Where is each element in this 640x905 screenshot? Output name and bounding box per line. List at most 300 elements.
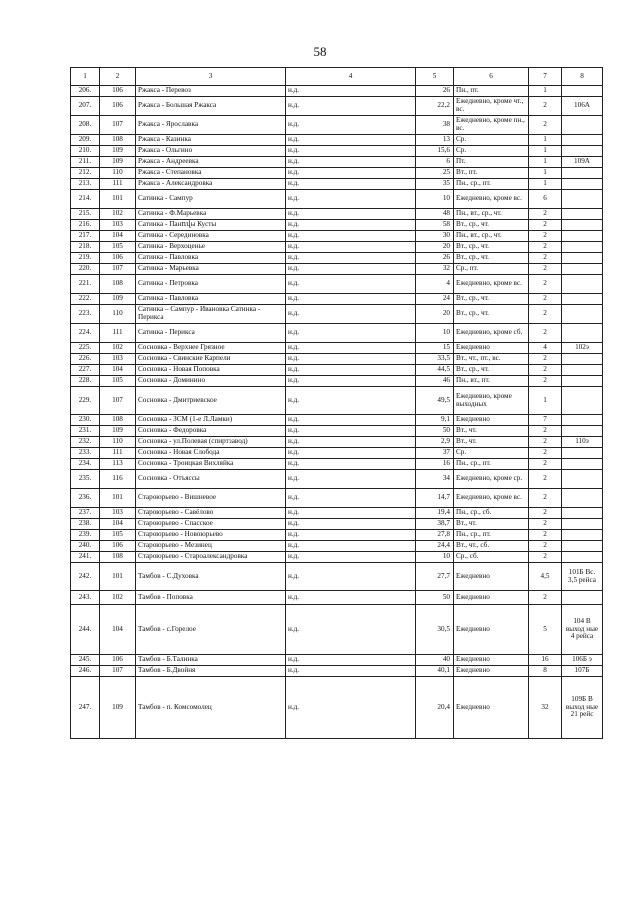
- trip-count: 32: [529, 677, 562, 739]
- col4-value: н.д.: [286, 365, 416, 376]
- route-name: Ржакса - Степановка: [136, 168, 286, 179]
- schedule-days: Ежедневно: [454, 655, 529, 666]
- trip-count: 2: [529, 508, 562, 519]
- note: [562, 209, 603, 220]
- row-number: 234.: [71, 459, 100, 470]
- col4-value: н.д.: [286, 294, 416, 305]
- distance: 27,7: [416, 563, 454, 591]
- distance: 26: [416, 86, 454, 97]
- table-row: [71, 179, 603, 190]
- note: [562, 231, 603, 242]
- table-row: [71, 157, 603, 168]
- col4-value: н.д.: [286, 324, 416, 343]
- note: [562, 305, 603, 324]
- distance: 4: [416, 275, 454, 294]
- trip-count: 8: [529, 666, 562, 677]
- distance: 30,5: [416, 605, 454, 655]
- note: [562, 448, 603, 459]
- col-header: 7: [529, 68, 562, 86]
- distance: 48: [416, 209, 454, 220]
- col4-value: н.д.: [286, 157, 416, 168]
- distance: 38: [416, 116, 454, 135]
- col4-value: н.д.: [286, 264, 416, 275]
- distance: 37: [416, 448, 454, 459]
- schedule-days: Пн., вт., пт.: [454, 376, 529, 387]
- trip-count: 2: [529, 541, 562, 552]
- row-number: 206.: [71, 86, 100, 97]
- table-row: [71, 541, 603, 552]
- col4-value: н.д.: [286, 86, 416, 97]
- row-number: 235.: [71, 470, 100, 489]
- trip-count: 2: [529, 459, 562, 470]
- col4-value: н.д.: [286, 489, 416, 508]
- route-name: Староюрьево - Новоюрьево: [136, 530, 286, 541]
- route-number: 108: [100, 552, 136, 563]
- route-name: Ржакса - Ольгино: [136, 146, 286, 157]
- note: [562, 190, 603, 209]
- trip-count: 2: [529, 470, 562, 489]
- route-number: 106: [100, 86, 136, 97]
- note: [562, 365, 603, 376]
- route-name: Староюрьево - Мезинец: [136, 541, 286, 552]
- col4-value: н.д.: [286, 275, 416, 294]
- distance: 33,5: [416, 354, 454, 365]
- route-name: Тамбов - с.Горелое: [136, 605, 286, 655]
- route-number: 109: [100, 677, 136, 739]
- trip-count: 2: [529, 552, 562, 563]
- table-row: [71, 508, 603, 519]
- route-number: 101: [100, 190, 136, 209]
- route-number: 106: [100, 97, 136, 116]
- row-number: 247.: [71, 677, 100, 739]
- row-number: 210.: [71, 146, 100, 157]
- distance: 49,5: [416, 387, 454, 415]
- table-row: [71, 253, 603, 264]
- schedule-days: Вт., ср., чт.: [454, 365, 529, 376]
- trip-count: 1: [529, 146, 562, 157]
- table-row: [71, 146, 603, 157]
- route-number: 109: [100, 157, 136, 168]
- row-number: 238.: [71, 519, 100, 530]
- table-row: [71, 135, 603, 146]
- row-number: 218.: [71, 242, 100, 253]
- col4-value: н.д.: [286, 242, 416, 253]
- note: [562, 541, 603, 552]
- row-number: 224.: [71, 324, 100, 343]
- trip-count: 2: [529, 275, 562, 294]
- route-number: 110: [100, 437, 136, 448]
- trip-count: 2: [529, 231, 562, 242]
- trip-count: 2: [529, 116, 562, 135]
- trip-count: 2: [529, 220, 562, 231]
- trip-count: 1: [529, 387, 562, 415]
- col4-value: н.д.: [286, 415, 416, 426]
- schedule-days: Вт., чт.: [454, 426, 529, 437]
- col4-value: н.д.: [286, 437, 416, 448]
- route-name: Тамбов - Поповка: [136, 591, 286, 605]
- trip-count: 2: [529, 305, 562, 324]
- table-row: [71, 116, 603, 135]
- note: [562, 168, 603, 179]
- note: [562, 294, 603, 305]
- route-number: 109: [100, 294, 136, 305]
- schedule-days: Ежедневно: [454, 605, 529, 655]
- col4-value: н.д.: [286, 253, 416, 264]
- route-name: Сатинка - Ф.Марьевка: [136, 209, 286, 220]
- table-row: [71, 220, 603, 231]
- col4-value: н.д.: [286, 179, 416, 190]
- table-row: [71, 605, 603, 655]
- trip-count: 16: [529, 655, 562, 666]
- col4-value: н.д.: [286, 591, 416, 605]
- col-header: 6: [454, 68, 529, 86]
- col4-value: н.д.: [286, 563, 416, 591]
- table-row: [71, 437, 603, 448]
- trip-count: 2: [529, 437, 562, 448]
- table-row: [71, 209, 603, 220]
- trip-count: 4,5: [529, 563, 562, 591]
- route-name: Сосновка - ЗСМ (1-е Л.Ламки): [136, 415, 286, 426]
- schedule-days: Ежедневно: [454, 666, 529, 677]
- row-number: 246.: [71, 666, 100, 677]
- schedule-days: Ежедневно: [454, 343, 529, 354]
- row-number: 232.: [71, 437, 100, 448]
- col4-value: н.д.: [286, 448, 416, 459]
- route-name: Сосновка - Троицкая Вихляйка: [136, 459, 286, 470]
- note: [562, 86, 603, 97]
- trip-count: 1: [529, 86, 562, 97]
- col-header: 8: [562, 68, 603, 86]
- route-number: 110: [100, 305, 136, 324]
- schedule-days: Вт., ср., чт.: [454, 294, 529, 305]
- note: [562, 387, 603, 415]
- route-name: Староюрьево - Савёлово: [136, 508, 286, 519]
- trip-count: 2: [529, 242, 562, 253]
- row-number: 207.: [71, 97, 100, 116]
- row-number: 217.: [71, 231, 100, 242]
- route-name: Сосновка - Верхнее Грязное: [136, 343, 286, 354]
- distance: 25: [416, 168, 454, 179]
- distance: 22,2: [416, 97, 454, 116]
- route-name: Сатинка - Верхоценье: [136, 242, 286, 253]
- schedule-days: Ежедневно, кроме чт., вс.: [454, 97, 529, 116]
- note: 102э: [562, 343, 603, 354]
- distance: 34: [416, 470, 454, 489]
- route-number: 107: [100, 387, 136, 415]
- col4-value: н.д.: [286, 677, 416, 739]
- table-row: [71, 448, 603, 459]
- note: [562, 519, 603, 530]
- distance: 32: [416, 264, 454, 275]
- route-name: Ржакса - Большая Ржакса: [136, 97, 286, 116]
- distance: 2,9: [416, 437, 454, 448]
- table-row: [71, 97, 603, 116]
- trip-count: 5: [529, 605, 562, 655]
- route-number: 109: [100, 426, 136, 437]
- route-name: Ржакса - Андреевка: [136, 157, 286, 168]
- note: [562, 179, 603, 190]
- row-number: 243.: [71, 591, 100, 605]
- distance: 15,6: [416, 146, 454, 157]
- note: [562, 264, 603, 275]
- schedule-days: Вт., пт.: [454, 168, 529, 179]
- trip-count: 2: [529, 530, 562, 541]
- table-row: [71, 591, 603, 605]
- col4-value: н.д.: [286, 209, 416, 220]
- note: [562, 220, 603, 231]
- table-row: [71, 86, 603, 97]
- schedule-days: Ежедневно, кроме вс.: [454, 489, 529, 508]
- table-row: [71, 470, 603, 489]
- table-row: [71, 552, 603, 563]
- schedule-days: Пн., пт.: [454, 86, 529, 97]
- route-name: Тамбов - Б.Двойня: [136, 666, 286, 677]
- row-number: 227.: [71, 365, 100, 376]
- distance: 26: [416, 253, 454, 264]
- trip-count: 2: [529, 448, 562, 459]
- page-number: 58: [313, 44, 327, 59]
- schedule-days: Пн., вт., ср., чт.: [454, 209, 529, 220]
- trip-count: 2: [529, 354, 562, 365]
- distance: 20: [416, 242, 454, 253]
- row-number: 233.: [71, 448, 100, 459]
- route-name: Староюрьево - Вишневое: [136, 489, 286, 508]
- route-number: 109: [100, 146, 136, 157]
- row-number: 244.: [71, 605, 100, 655]
- route-name: Ржакса - Ярославка: [136, 116, 286, 135]
- row-number: 220.: [71, 264, 100, 275]
- trip-count: 2: [529, 253, 562, 264]
- note: [562, 459, 603, 470]
- distance: 6: [416, 157, 454, 168]
- table-row: [71, 275, 603, 294]
- route-name: Сатинка – Сампур - Ивановка Сатинка - Перикса: [136, 305, 286, 324]
- row-number: 228.: [71, 376, 100, 387]
- route-name: Сатинка - Серединовка: [136, 231, 286, 242]
- row-number: 212.: [71, 168, 100, 179]
- distance: 50: [416, 591, 454, 605]
- row-number: 230.: [71, 415, 100, 426]
- distance: 19,4: [416, 508, 454, 519]
- distance: 40,1: [416, 666, 454, 677]
- note: [562, 530, 603, 541]
- route-name: Сосновка - Новая Поповка: [136, 365, 286, 376]
- note: [562, 146, 603, 157]
- schedule-days: Ср., сб.: [454, 552, 529, 563]
- col4-value: н.д.: [286, 116, 416, 135]
- route-name: Староюрьево - Спасское: [136, 519, 286, 530]
- schedule-days: Ежедневно, кроме ср.: [454, 470, 529, 489]
- col-header: 1: [71, 68, 100, 86]
- note: [562, 489, 603, 508]
- note: [562, 242, 603, 253]
- route-number: 103: [100, 220, 136, 231]
- table-row: [71, 343, 603, 354]
- route-number: 107: [100, 116, 136, 135]
- distance: 44,5: [416, 365, 454, 376]
- route-name: Сосновка - Федоровка: [136, 426, 286, 437]
- row-number: 211.: [71, 157, 100, 168]
- col-header: 2: [100, 68, 136, 86]
- note: 110э: [562, 437, 603, 448]
- route-number: 102: [100, 591, 136, 605]
- table-row: [71, 168, 603, 179]
- note: [562, 470, 603, 489]
- note: [562, 324, 603, 343]
- table-row: [71, 190, 603, 209]
- table-row: [71, 677, 603, 739]
- row-number: 215.: [71, 209, 100, 220]
- route-number: 104: [100, 605, 136, 655]
- note: [562, 426, 603, 437]
- distance: 14,7: [416, 489, 454, 508]
- row-number: 229.: [71, 387, 100, 415]
- schedule-days: Ежедневно, кроме вс.: [454, 190, 529, 209]
- trip-count: 1: [529, 135, 562, 146]
- trip-count: 2: [529, 519, 562, 530]
- route-number: 105: [100, 530, 136, 541]
- schedule-days: Вт., ср., чт.: [454, 305, 529, 324]
- schedule-days: Пн., ср., пт.: [454, 179, 529, 190]
- row-number: 239.: [71, 530, 100, 541]
- route-number: 111: [100, 324, 136, 343]
- table-row: [71, 354, 603, 365]
- table-row: [71, 459, 603, 470]
- route-name: Сосновка - Свинские Карпели: [136, 354, 286, 365]
- schedule-days: Вт., чт., пт., вс.: [454, 354, 529, 365]
- schedule-days: Пн., ср., пт.: [454, 459, 529, 470]
- route-number: 106: [100, 541, 136, 552]
- note: [562, 354, 603, 365]
- col4-value: н.д.: [286, 519, 416, 530]
- note: [562, 275, 603, 294]
- col4-value: н.д.: [286, 376, 416, 387]
- schedule-days: Пн., вт., ср., чт.: [454, 231, 529, 242]
- row-number: 209.: [71, 135, 100, 146]
- route-name: Сатинка - Перикса: [136, 324, 286, 343]
- route-name: Ржакса - Перевоз: [136, 86, 286, 97]
- route-name: Староюрьево - Староалександровка: [136, 552, 286, 563]
- row-number: 236.: [71, 489, 100, 508]
- distance: 15: [416, 343, 454, 354]
- route-number: 104: [100, 231, 136, 242]
- distance: 58: [416, 220, 454, 231]
- schedule-days: Ежедневно: [454, 563, 529, 591]
- note: [562, 508, 603, 519]
- row-number: 214.: [71, 190, 100, 209]
- route-number: 101: [100, 489, 136, 508]
- route-number: 104: [100, 365, 136, 376]
- schedule-days: Ср.: [454, 448, 529, 459]
- route-number: 102: [100, 209, 136, 220]
- table-row: [71, 294, 603, 305]
- note: [562, 376, 603, 387]
- row-number: 221.: [71, 275, 100, 294]
- route-name: Тамбов - Б.Талинка: [136, 655, 286, 666]
- col4-value: н.д.: [286, 146, 416, 157]
- distance: 16: [416, 459, 454, 470]
- trip-count: 6: [529, 190, 562, 209]
- distance: 38,7: [416, 519, 454, 530]
- schedule-days: Ежедневно, кроме выходных: [454, 387, 529, 415]
- header-row: [71, 68, 603, 86]
- table-row: [71, 264, 603, 275]
- trip-count: 2: [529, 591, 562, 605]
- route-number: 108: [100, 415, 136, 426]
- note: 106А: [562, 97, 603, 116]
- col4-value: н.д.: [286, 459, 416, 470]
- row-number: 222.: [71, 294, 100, 305]
- schedule-days: Вт., ср., чт.: [454, 220, 529, 231]
- note: [562, 253, 603, 264]
- row-number: 225.: [71, 343, 100, 354]
- trip-count: 2: [529, 264, 562, 275]
- row-number: 231.: [71, 426, 100, 437]
- col4-value: н.д.: [286, 666, 416, 677]
- schedule-days: Вт., ср., чт.: [454, 253, 529, 264]
- table-row: [71, 365, 603, 376]
- col4-value: н.д.: [286, 231, 416, 242]
- note: 109Б В выход ные 21 рейс: [562, 677, 603, 739]
- schedule-days: Ежедневно, кроме пн., вс.: [454, 116, 529, 135]
- route-name: Ржакса - Александровка: [136, 179, 286, 190]
- schedule-days: Ср.: [454, 146, 529, 157]
- table-row: [71, 387, 603, 415]
- col4-value: н.д.: [286, 343, 416, 354]
- col4-value: н.д.: [286, 605, 416, 655]
- col4-value: н.д.: [286, 168, 416, 179]
- table-row: [71, 489, 603, 508]
- schedule-days: Ежедневно: [454, 591, 529, 605]
- distance: 27,8: [416, 530, 454, 541]
- table-row: [71, 655, 603, 666]
- col4-value: н.д.: [286, 426, 416, 437]
- route-number: 103: [100, 508, 136, 519]
- route-number: 111: [100, 179, 136, 190]
- row-number: 240.: [71, 541, 100, 552]
- trip-count: 1: [529, 168, 562, 179]
- route-name: Сатинка - Павловка: [136, 294, 286, 305]
- col4-value: н.д.: [286, 530, 416, 541]
- route-name: Сосновка - Дмитриевское: [136, 387, 286, 415]
- table-row: [71, 530, 603, 541]
- trip-count: 2: [529, 489, 562, 508]
- trip-count: 4: [529, 343, 562, 354]
- row-number: 241.: [71, 552, 100, 563]
- route-name: Ржакса - Казинка: [136, 135, 286, 146]
- note: [562, 116, 603, 135]
- distance: 46: [416, 376, 454, 387]
- note: [562, 135, 603, 146]
- distance: 10: [416, 324, 454, 343]
- note: 101Б Вс. 3,5 рейса: [562, 563, 603, 591]
- col-header: 3: [136, 68, 286, 86]
- route-number: 102: [100, 343, 136, 354]
- note: [562, 591, 603, 605]
- route-name: Сосновка - Отъяссы: [136, 470, 286, 489]
- col4-value: н.д.: [286, 470, 416, 489]
- col4-value: н.д.: [286, 541, 416, 552]
- col4-value: н.д.: [286, 135, 416, 146]
- row-number: 226.: [71, 354, 100, 365]
- col4-value: н.д.: [286, 220, 416, 231]
- trip-count: 2: [529, 294, 562, 305]
- route-name: Сатинка - Сампур: [136, 190, 286, 209]
- table-row: [71, 666, 603, 677]
- route-name: Сосновка - Доминино: [136, 376, 286, 387]
- distance: 10: [416, 190, 454, 209]
- route-name: Тамбов - п. Комсомолец: [136, 677, 286, 739]
